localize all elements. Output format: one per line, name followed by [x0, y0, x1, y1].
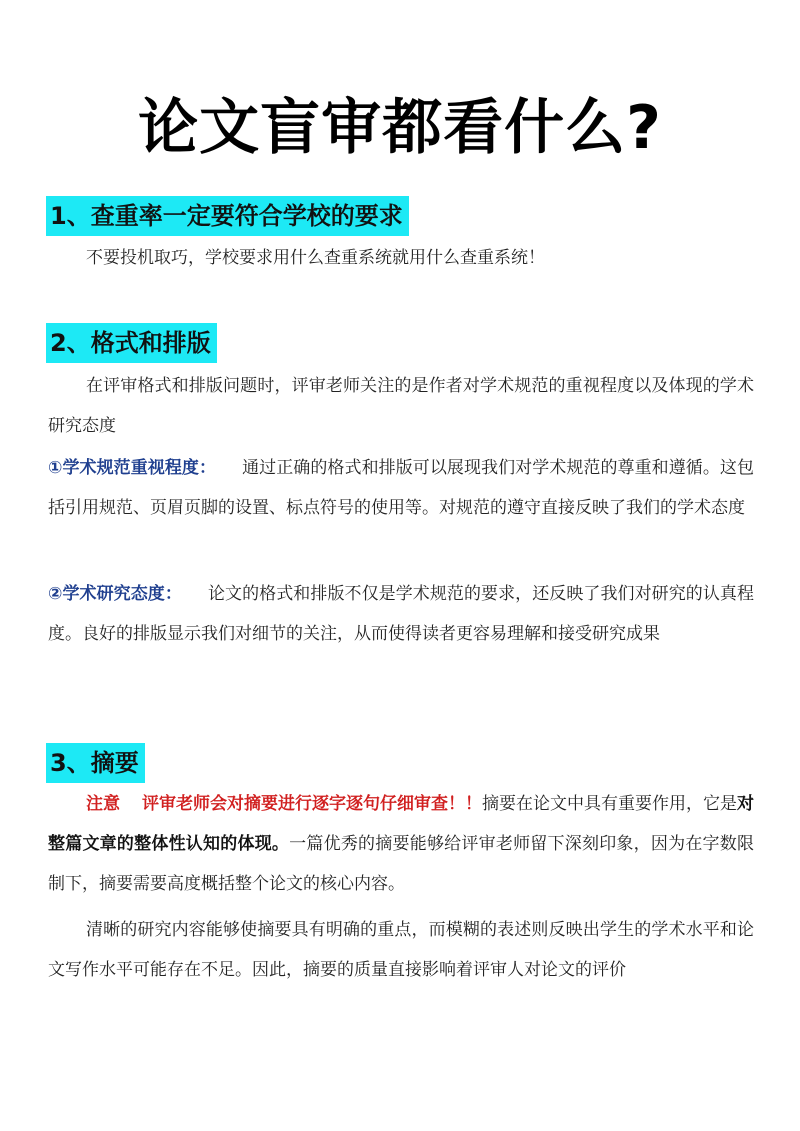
item-2-text: 论文的格式和排版不仅是学术规范的要求，还反映了我们对研究的认真程度。良好的排版显示我们对细节的关注，从而使得读者更容易理解和接受研究成果: [48, 584, 754, 644]
item-2-label: ②学术研究态度：: [48, 584, 182, 604]
page-title: 论文盲审都看什么?: [138, 93, 662, 163]
section-2-item-1: [48, 448, 754, 528]
section-3-paragraph-1: [48, 784, 754, 904]
section-3-p1-b: 一篇优秀的摘要能够给评审老师留下深刻印象，因为在字数限制下，摘要需要高度概括整个论文的核心内容。: [48, 834, 755, 894]
note-warning: 评审老师会对摘要进行逐字逐句仔细审查！！: [142, 794, 482, 814]
section-1-heading: 1、查重率一定要符合学校的要求: [46, 196, 409, 236]
section-2-intro: 在评审格式和排版问题时，评审老师关注的是作者对学术规范的重视程度以及体现的学术研究态度: [48, 376, 754, 436]
item-1-label: ①学术规范重视程度：: [48, 458, 217, 478]
section-3-p1-a: 摘要在论文中具有重要作用，它是: [482, 794, 737, 814]
section-2-item-2: [48, 574, 754, 654]
item-1-text: 通过正确的格式和排版可以展现我们对学术规范的尊重和遵循。这包括引用规范、页眉页脚的设置、标点符号的使用等。对规范的遵守直接反映了我们的学术态度: [48, 458, 754, 518]
section-3-paragraph-2: 清晰的研究内容能够使摘要具有明确的重点，而模糊的表述则反映出学生的学术水平和论文写作水平可能存在不足。因此，摘要的质量直接影响着评审人对论文的评价: [48, 920, 754, 980]
section-3-heading: 3、摘要: [46, 743, 145, 783]
section-2-heading: 2、格式和排版: [46, 323, 217, 363]
section-3-p1-bold: 对整篇文章的整体性认知的体现。: [48, 794, 754, 854]
note-label: 注意: [86, 794, 120, 814]
section-1-paragraph: 不要投机取巧，学校要求用什么查重系统就用什么查重系统！: [86, 248, 545, 268]
